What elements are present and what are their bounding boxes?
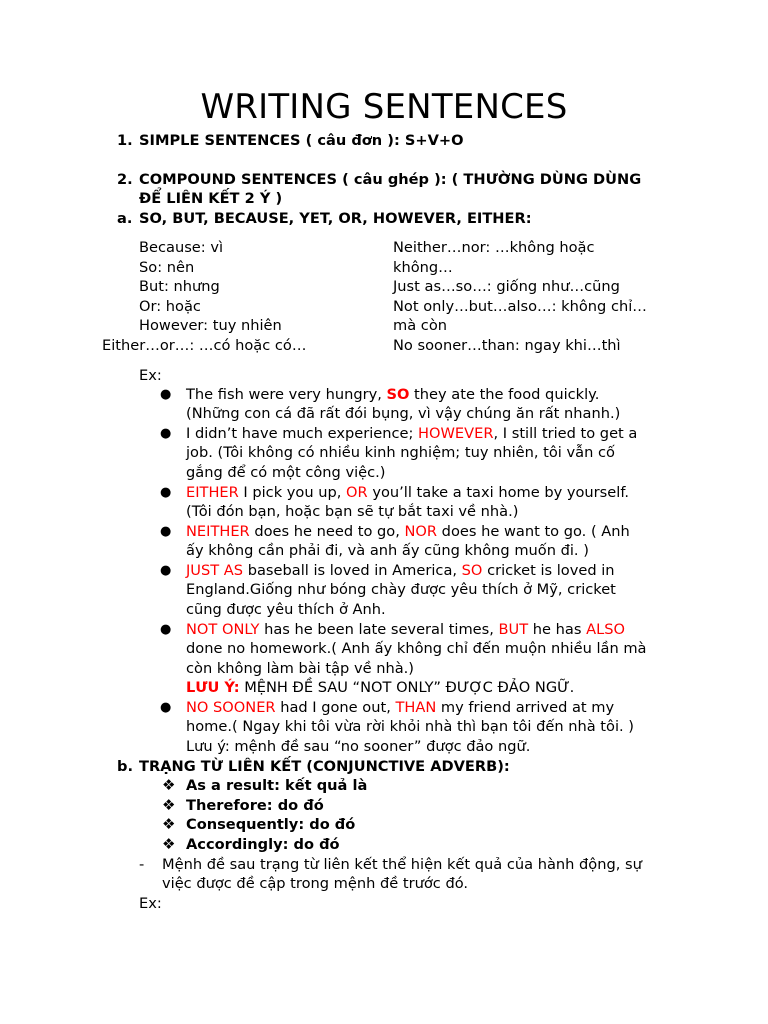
example-4-line1: NEITHER does he need to go, NOR does he want to go. ( Anh bbox=[186, 523, 630, 540]
page-title: WRITING SENTENCES bbox=[200, 87, 568, 127]
keyword-just-as: JUST AS bbox=[186, 562, 244, 579]
example-5-line2: England.Giống như bóng chày được yêu thích ở Mỹ, cricket bbox=[186, 581, 616, 598]
adverb-item: As a result: kết quả là bbox=[186, 777, 368, 794]
vocab-left-item: But: nhưng bbox=[139, 278, 220, 295]
dash-bullet: - bbox=[139, 856, 145, 873]
keyword-or: OR bbox=[346, 484, 368, 501]
adverb-item: Accordingly: do đó bbox=[186, 836, 340, 853]
bullet-icon: ● bbox=[160, 700, 172, 715]
section-2-number: 2. bbox=[117, 171, 133, 188]
adverb-item: Therefore: do đó bbox=[186, 797, 324, 814]
subsection-b-label: b. bbox=[117, 758, 133, 775]
subsection-b-heading: TRẠNG TỪ LIÊN KẾT (CONJUNCTIVE ADVERB): bbox=[139, 758, 510, 775]
keyword-neither: NEITHER bbox=[186, 523, 250, 540]
diamond-bullet-icon: ❖ bbox=[162, 815, 176, 833]
keyword-also: ALSO bbox=[586, 621, 625, 638]
example-3-line1: EITHER I pick you up, OR you’ll take a taxi home by yourself. bbox=[186, 484, 630, 501]
example-6-line2: done no homework.( Anh ấy không chỉ đến muộn nhiều lần mà bbox=[186, 640, 647, 657]
keyword-no-sooner: NO SOONER bbox=[186, 699, 276, 716]
subsection-a-label: a. bbox=[117, 210, 133, 227]
example-7-line3: Lưu ý: mệnh đề sau “no sooner” được đảo ngữ. bbox=[186, 738, 531, 755]
example-7-line2: home.( Ngay khi tôi vừa rời khỏi nhà thì bạn tôi đến nhà tôi. ) bbox=[186, 718, 634, 735]
vocab-left-item: Because: vì bbox=[139, 239, 224, 256]
note-label: LƯU Ý: bbox=[186, 679, 240, 696]
bullet-icon: ● bbox=[160, 622, 172, 637]
example-6-line3: còn không làm bài tập về nhà.) bbox=[186, 660, 414, 677]
keyword-not-only: NOT ONLY bbox=[186, 621, 260, 638]
vocab-right-item: Neither…nor: …không hoặc bbox=[393, 239, 595, 256]
keyword-so: SO bbox=[461, 562, 483, 579]
section-1-number: 1. bbox=[117, 132, 133, 149]
vocab-right-item: mà còn bbox=[393, 317, 447, 334]
example-1-line2: (Những con cá đã rất đói bụng, vì vậy chúng ăn rất nhanh.) bbox=[186, 405, 621, 422]
section-2-heading-line2: ĐỂ LIÊN KẾT 2 Ý ) bbox=[139, 190, 283, 207]
dash-note-line1: Mệnh đề sau trạng từ liên kết thể hiện kết quả của hành động, sự bbox=[162, 856, 642, 873]
subsection-a-heading: SO, BUT, BECAUSE, YET, OR, HOWEVER, EITHER: bbox=[139, 210, 532, 227]
bullet-icon: ● bbox=[160, 524, 172, 539]
bullet-icon: ● bbox=[160, 387, 172, 402]
vocab-left-column bbox=[0, 238, 362, 355]
keyword-so: SO bbox=[386, 386, 410, 403]
keyword-nor: NOR bbox=[404, 523, 438, 540]
keyword-however: HOWEVER bbox=[418, 425, 494, 442]
diamond-bullet-icon: ❖ bbox=[162, 796, 176, 814]
dash-note-line2: việc được đề cập trong mệnh đề trước đó. bbox=[162, 875, 469, 892]
example-7-line1: NO SOONER had I gone out, THAN my friend arrived at my bbox=[186, 699, 615, 716]
section-2-heading-line1: COMPOUND SENTENCES ( câu ghép ): ( THƯỜNG DÙNG DÙNG bbox=[139, 171, 642, 188]
vocab-left-item: So: nên bbox=[139, 258, 195, 276]
example-4-line2: ấy không cần phải đi, và anh ấy cũng không muốn đi. ) bbox=[186, 542, 589, 559]
vocab-right-item: Not only…but…also…: không chỉ… bbox=[393, 297, 647, 315]
bullet-icon: ● bbox=[160, 426, 172, 441]
example-6-line1: NOT ONLY has he been late several times, BUT he has ALSO bbox=[186, 621, 625, 638]
bullet-icon: ● bbox=[160, 563, 172, 578]
vocab-right-item: No sooner…than: ngay khi…thì bbox=[393, 336, 621, 354]
example-2-line1: I didn’t have much experience; HOWEVER, I still tried to get a bbox=[186, 425, 638, 442]
example-6-note: LƯU Ý: MỆNH ĐỀ SAU “NOT ONLY” ĐƯỢC ĐẢO NGỮ. bbox=[186, 679, 575, 696]
example-5-line1: JUST AS baseball is loved in America, SO cricket is loved in bbox=[186, 562, 615, 579]
example-1-line1: The fish were very hungry, SO they ate the food quickly. bbox=[186, 386, 600, 403]
vocab-left-item: Or: hoặc bbox=[139, 297, 201, 315]
adverb-item: Consequently: do đó bbox=[186, 816, 356, 833]
section-1-heading: SIMPLE SENTENCES ( câu đơn ): S+V+O bbox=[139, 132, 464, 149]
vocab-right-item: Just as…so…: giống như…cũng bbox=[393, 278, 620, 295]
vocab-right-item: không… bbox=[393, 258, 453, 276]
example-label: Ex: bbox=[139, 367, 162, 384]
keyword-either: EITHER bbox=[186, 484, 239, 501]
vocab-right-column bbox=[393, 238, 647, 355]
example-5-line3: cũng được yêu thích ở Anh. bbox=[186, 601, 386, 618]
example-label-2: Ex: bbox=[139, 895, 162, 912]
keyword-but: BUT bbox=[498, 621, 529, 638]
example-2-line3: gắng để có một công việc.) bbox=[186, 464, 386, 481]
keyword-than: THAN bbox=[395, 699, 437, 716]
example-2-line2: job. (Tôi không có nhiều kinh nghiệm; tuy nhiên, tôi vẫn cố bbox=[186, 444, 615, 461]
diamond-bullet-icon: ❖ bbox=[162, 835, 176, 853]
example-3-line2: (Tôi đón bạn, hoặc bạn sẽ tự bắt taxi về nhà.) bbox=[186, 503, 519, 520]
vocab-left-item: Either…or…: …có hoặc có… bbox=[102, 336, 307, 354]
vocab-left-item: However: tuy nhiên bbox=[139, 317, 282, 334]
diamond-bullet-icon: ❖ bbox=[162, 776, 176, 794]
bullet-icon: ● bbox=[160, 485, 172, 500]
